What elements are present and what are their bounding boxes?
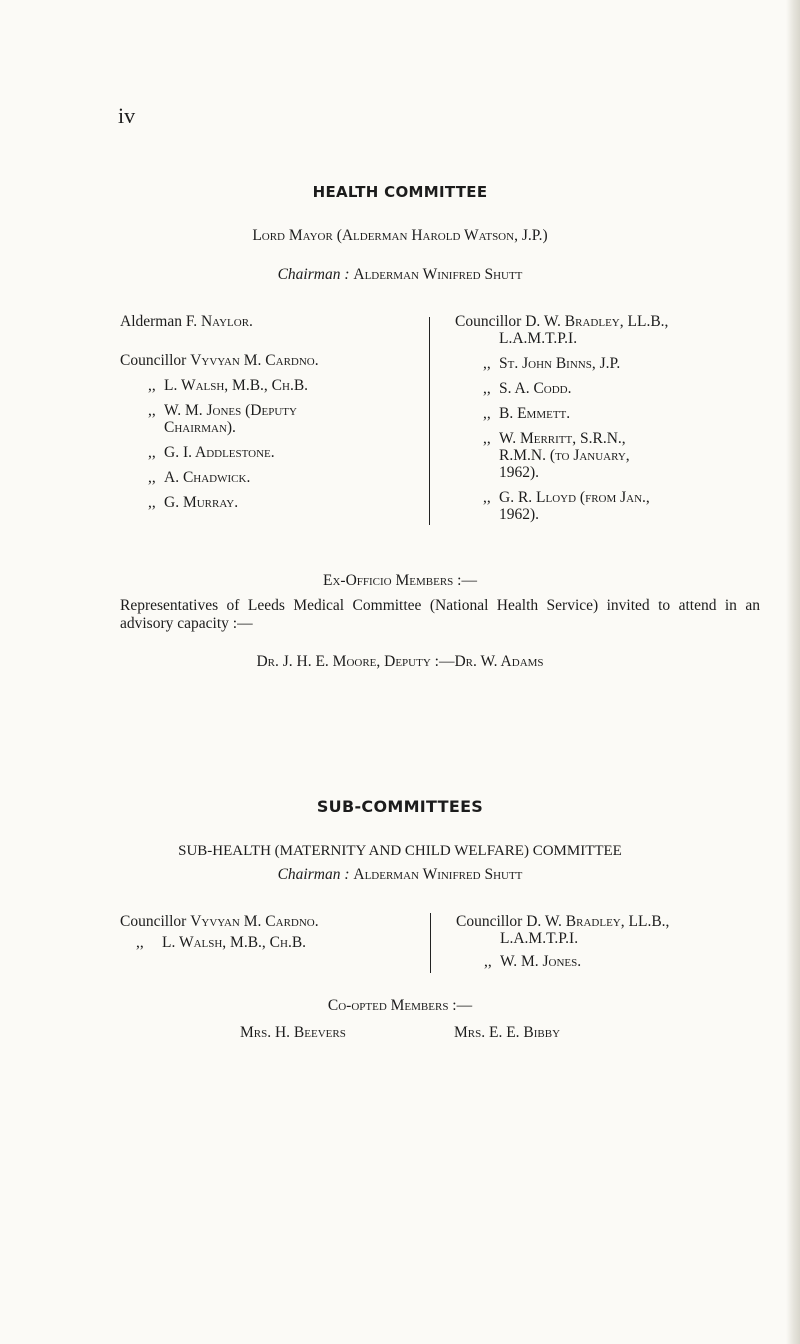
health-left-column [120, 313, 420, 519]
ex-officio-heading: Ex-Officio Members :— [323, 572, 477, 589]
member-entry: ,, G. R. Lloyd (from Jan., 1962). [483, 489, 650, 523]
member-entry: ,, W. M. Jones (Deputy Chairman). [148, 402, 297, 436]
member-entry: ,, G. I. Addlestone. [148, 444, 275, 461]
lord-mayor-line: Lord Mayor (Alderman Harold Watson, J.P.) [252, 227, 548, 244]
member-entry: ,, S. A. Codd. [483, 380, 572, 397]
member-entry: ,, A. Chadwick. [148, 469, 251, 486]
co-opted-heading: Co-opted Members :— [327, 997, 473, 1014]
column-divider [429, 317, 430, 525]
co-opted-member: Mrs. E. E. Bibby [454, 1024, 561, 1041]
sub-committee-name: SUB-HEALTH (MATERNITY AND CHILD WELFARE) COMMITTEE [178, 843, 622, 859]
sub-chairman-line [0, 866, 800, 884]
member-entry: ,, L. Walsh, M.B., Ch.B. [148, 377, 309, 394]
page-edge-shadow [786, 0, 800, 1344]
page-number: iv [118, 103, 136, 128]
member-entry: ,, L. Walsh, M.B., Ch.B. [136, 934, 307, 951]
member-entry: ,, W. Merritt, S.R.N., R.M.N. (to January, 1962). [483, 430, 630, 481]
sub-right-column [456, 913, 766, 978]
chairman-label: Chairman : [277, 266, 350, 283]
member-entry: Councillor D. W. Bradley, LL.B., L.A.M.T.P.I. [456, 913, 670, 947]
member-entry: ,, W. M. Jones. [484, 953, 582, 970]
chairman-name: Alderman Winifred Shutt [353, 866, 523, 883]
chairman-label: Chairman : [277, 866, 350, 883]
co-opted-member: Mrs. H. Beevers [240, 1024, 346, 1041]
doctors-line: Dr. J. H. E. Moore, Deputy :—Dr. W. Adams [256, 653, 544, 670]
member-entry: Councillor Vyvyan M. Cardno. [120, 352, 319, 369]
health-right-column [455, 313, 765, 531]
member-entry: ,, B. Emmett. [483, 405, 571, 422]
sub-committees-title: SUB-COMMITTEES [316, 797, 484, 816]
member-entry: Councillor D. W. Bradley, LL.B., L.A.M.T.P.I. [455, 313, 669, 347]
member-entry: Alderman F. Naylor. [120, 313, 253, 330]
member-entry: Councillor Vyvyan M. Cardno. [120, 913, 319, 930]
health-committee-title: HEALTH COMMITTEE [312, 183, 488, 201]
health-chairman-line [0, 266, 800, 284]
member-entry: ,, G. Murray. [148, 494, 239, 511]
member-entry: ,, St. John Binns, J.P. [483, 355, 621, 372]
sub-left-column [120, 913, 430, 959]
representatives-paragraph: Representatives of Leeds Medical Committee (National Health Service) invited to attend in an advisory capacity :— [120, 597, 760, 632]
chairman-name: Alderman Winifred Shutt [353, 266, 523, 283]
column-divider [430, 913, 431, 973]
